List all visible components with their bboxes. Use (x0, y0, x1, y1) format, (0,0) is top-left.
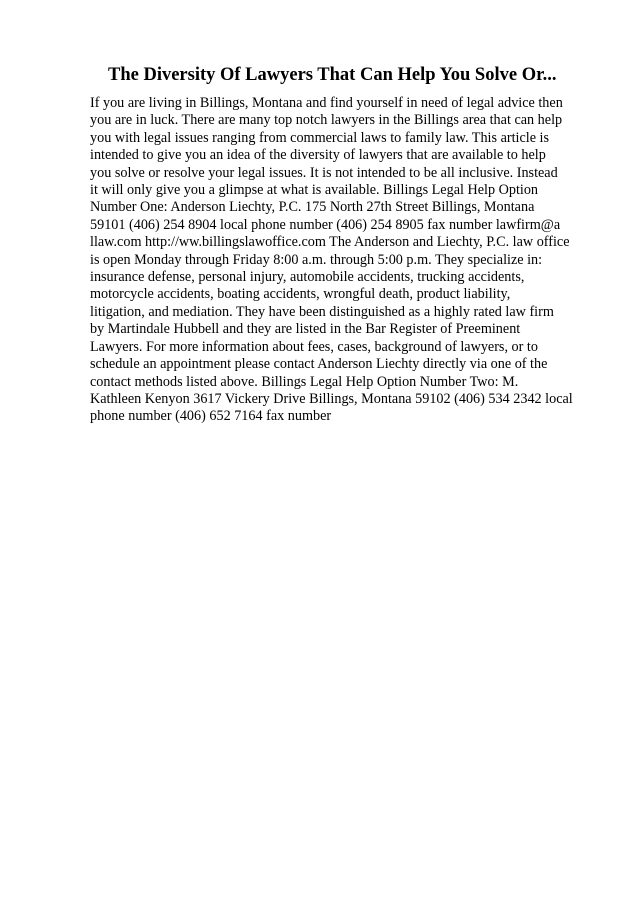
body-line: phone number (406) 652 7164 fax number (90, 408, 332, 425)
body-line: is open Monday through Friday 8:00 a.m. through 5:00 p.m. They specialize in: (90, 251, 543, 268)
body-line: If you are living in Billings, Montana and find yourself in need of legal advice then (90, 95, 563, 111)
article-body (90, 95, 630, 426)
body-line: litigation, and mediation. They have been distinguished as a highly rated law firm (90, 303, 554, 320)
body-line: schedule an appointment please contact Anderson Liechty directly via one of the (90, 356, 548, 373)
body-line: you are in luck. There are many top notch lawyers in the Billings area that can help (90, 112, 563, 129)
body-line: Lawyers. For more information about fees, cases, background of lawyers, or to (90, 338, 538, 355)
body-line: you with legal issues ranging from commercial laws to family law. This article is (90, 129, 550, 146)
body-line: llaw.com http://ww.billingslawoffice.com The Anderson and Liechty, P.C. law office (90, 234, 570, 251)
body-line: motorcycle accidents, boating accidents, wrongful death, product liability, (90, 286, 511, 303)
document-title: The Diversity Of Lawyers That Can Help You Solve Or... (108, 65, 557, 85)
body-line: it will only give you a glimpse at what is available. Billings Legal Help Option (90, 182, 539, 199)
body-line: insurance defense, personal injury, automobile accidents, trucking accidents, (90, 269, 525, 286)
body-line: Number One: Anderson Liechty, P.C. 175 North 27th Street Billings, Montana (90, 199, 535, 216)
body-line: Kathleen Kenyon 3617 Vickery Drive Billings, Montana 59102 (406) 534 2342 local (90, 390, 573, 407)
body-line: you solve or resolve your legal issues. It is not intended to be all inclusive. Instead (90, 164, 558, 181)
body-line: contact methods listed above. Billings Legal Help Option Number Two: M. (90, 373, 519, 390)
body-line: intended to give you an idea of the diversity of lawyers that are available to help (90, 147, 546, 164)
body-line: by Martindale Hubbell and they are listed in the Bar Register of Preeminent (90, 321, 521, 338)
body-line: 59101 (406) 254 8904 local phone number (406) 254 8905 fax number lawfirm@a (90, 216, 561, 233)
